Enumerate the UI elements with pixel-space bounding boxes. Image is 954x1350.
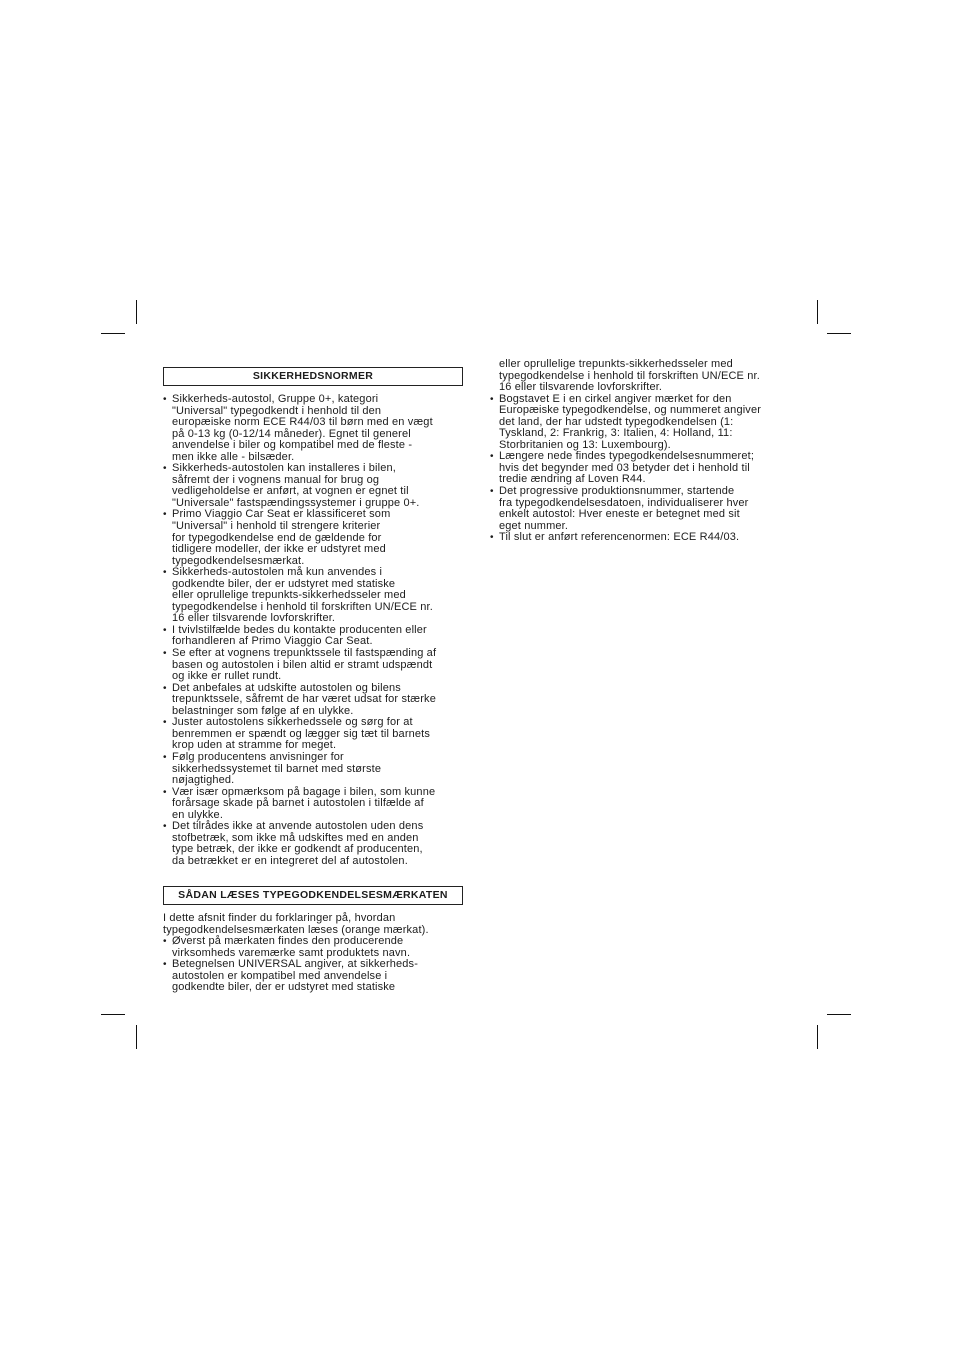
section-heading-label-reading: SÅDAN LÆSES TYPEGODKENDELSESMÆRKATEN bbox=[163, 886, 463, 905]
list-item bbox=[163, 394, 463, 463]
text-line: "Universal" i henhold til strengere kriterier bbox=[172, 520, 381, 533]
text-line: anvendelse i biler og kompatibel med de fleste - bbox=[172, 439, 413, 452]
bullet-icon: • bbox=[163, 567, 167, 579]
text-line: enkelt autostol: Hver eneste er betegnet med sit bbox=[499, 508, 740, 521]
text-line: vedligeholdelse er anført, at vognen er egnet til bbox=[172, 485, 409, 498]
list-item bbox=[163, 463, 463, 509]
text-line: nøjagtighed. bbox=[172, 774, 235, 787]
text-line: da betrækket er en integreret del af autostolen. bbox=[172, 854, 408, 867]
crop-mark-bottom-right-horizontal bbox=[827, 1014, 851, 1015]
text-line: godkendte biler, der er udstyret med statiske bbox=[172, 981, 396, 994]
text-line: virksomheds varemærke samt produktets navn. bbox=[172, 946, 411, 959]
text-line: tidligere modeller, der ikke er udstyret med bbox=[172, 543, 386, 556]
list-item bbox=[490, 532, 790, 544]
list-item bbox=[163, 567, 463, 625]
text-line: for typegodkendelse end de gældende for bbox=[172, 531, 382, 544]
list-item bbox=[163, 509, 463, 567]
text-line: basen og autostolen i bilen altid er stramt udspændt bbox=[172, 658, 433, 671]
crop-mark-bottom-right-vertical bbox=[817, 1025, 818, 1049]
list-item bbox=[490, 451, 790, 486]
list-item bbox=[163, 787, 463, 822]
section-heading-safety-standards: SIKKERHEDSNORMER bbox=[163, 367, 463, 386]
text-line: Sikkerheds-autostol, Gruppe 0+, kategori bbox=[172, 393, 379, 405]
list-item bbox=[163, 936, 463, 959]
text-line: Betegnelsen UNIVERSAL angiver, at sikkerheds- bbox=[172, 958, 419, 971]
bullet-icon: • bbox=[490, 532, 494, 544]
text-line: Europæiske typegodkendelse, og nummeret angiver bbox=[499, 404, 762, 417]
text-line: stofbetræk, som ikke må udskiftes med en anden bbox=[172, 831, 419, 844]
text-line: Det anbefales at udskifte autostolen og bilens bbox=[172, 681, 401, 694]
bullet-icon: • bbox=[163, 509, 167, 521]
bullet-icon: • bbox=[163, 786, 167, 798]
list-item bbox=[163, 683, 463, 718]
text-line: Til slut er anført referencenormen: ECE R44/03. bbox=[499, 531, 740, 544]
text-line: typegodkendelse i henhold til forskriften UN/ECE nr. bbox=[172, 600, 433, 613]
text-line: "Universale" fastspændingssystemer i gruppe 0+. bbox=[172, 496, 420, 509]
bullet-icon: • bbox=[163, 959, 167, 971]
text-line: Sikkerheds-autostolen kan installeres i bilen, bbox=[172, 462, 396, 475]
bullet-icon: • bbox=[163, 717, 167, 729]
text-line: benremmen er spændt og lægger sig tæt til barnets bbox=[172, 727, 431, 740]
text-line: godkendte biler, der er udstyret med statiske bbox=[172, 577, 396, 590]
label-reading-list bbox=[163, 913, 463, 994]
crop-mark-bottom-left-horizontal bbox=[101, 1014, 125, 1015]
bullet-icon: • bbox=[163, 648, 167, 660]
text-line: hvis det begynder med 03 betyder det i henhold til bbox=[499, 461, 750, 474]
text-line: Følg producentens anvisninger for bbox=[172, 750, 344, 763]
text-line: tredie ændring af Loven R44. bbox=[499, 473, 646, 486]
text-line: 16 eller tilsvarende lovforskrifter. bbox=[172, 612, 336, 625]
right-column-list bbox=[490, 359, 790, 544]
text-line: Længere nede findes typegodkendelsesnummeret; bbox=[499, 450, 755, 463]
text-line: belastninger som følge af en ulykke. bbox=[172, 704, 354, 717]
bullet-icon: • bbox=[163, 624, 167, 636]
text-line: autostolen er kompatibel med anvendelse i bbox=[172, 969, 388, 982]
text-line: Øverst på mærkaten findes den producerende bbox=[172, 935, 404, 948]
bullet-icon: • bbox=[163, 682, 167, 694]
text-line: krop uden at stramme for meget. bbox=[172, 739, 337, 752]
text-line: Det progressive produktionsnummer, startende bbox=[499, 485, 735, 498]
continuation-line: 16 eller tilsvarende lovforskrifter. bbox=[499, 381, 663, 394]
crop-mark-top-left-vertical bbox=[136, 300, 137, 324]
text-line: og ikke er rullet rundt. bbox=[172, 670, 282, 683]
list-item bbox=[163, 821, 463, 867]
bullet-icon: • bbox=[163, 936, 167, 948]
text-line: fra typegodkendelsesdatoen, individualiserer hver bbox=[499, 496, 749, 509]
text-line: "Universal" typegodkendt i henhold til den bbox=[172, 404, 382, 417]
list-item bbox=[163, 752, 463, 787]
bullet-icon: • bbox=[490, 486, 494, 498]
bullet-icon: • bbox=[163, 394, 167, 405]
list-item bbox=[163, 648, 463, 683]
text-line: eget nummer. bbox=[499, 519, 569, 532]
text-line: typegodkendelsesmærkat. bbox=[172, 554, 305, 567]
list-item bbox=[490, 486, 790, 532]
text-line: det land, der har udstedt typegodkendelsen (1: bbox=[499, 415, 734, 428]
text-line: I tvivlstilfælde bedes du kontakte producenten eller bbox=[172, 623, 427, 636]
text-line: type betræk, der ikke er godkendt af producenten, bbox=[172, 843, 423, 856]
text-line: trepunktssele, såfremt de har været udsat for stærke bbox=[172, 693, 436, 706]
text-line: Se efter at vognens trepunktssele til fastspænding af bbox=[172, 647, 437, 660]
crop-mark-top-right-horizontal bbox=[827, 333, 851, 334]
bullet-icon: • bbox=[163, 463, 167, 475]
list-item bbox=[490, 394, 790, 452]
crop-mark-bottom-left-vertical bbox=[136, 1025, 137, 1049]
text-line: Bogstavet E i en cirkel angiver mærket for den bbox=[499, 392, 732, 405]
intro-line: I dette afsnit finder du forklaringer på, hvordan bbox=[163, 912, 396, 924]
text-line: Det tilrådes ikke at anvende autostolen uden dens bbox=[172, 820, 424, 833]
text-line: forårsage skade på barnet i autostolen i tilfælde af bbox=[172, 797, 424, 810]
text-line: Vær især opmærksom på bagage i bilen, som kunne bbox=[172, 785, 436, 798]
text-line: på 0-13 kg (0-12/14 måneder). Egnet til generel bbox=[172, 427, 411, 440]
intro-line: typegodkendelsesmærkaten læses (orange mærkat). bbox=[163, 923, 429, 936]
bullet-icon: • bbox=[490, 393, 494, 405]
text-line: sikkerhedssystemet til barnet med største bbox=[172, 762, 382, 775]
bullet-icon: • bbox=[490, 451, 494, 463]
safety-standards-list bbox=[163, 394, 463, 867]
continuation-line: typegodkendelse i henhold til forskriften UN/ECE nr. bbox=[499, 369, 760, 382]
text-line: Juster autostolens sikkerhedssele og sørg for at bbox=[172, 716, 413, 729]
text-line: en ulykke. bbox=[172, 808, 224, 821]
text-line: Storbritanien og 13: Luxembourg). bbox=[499, 438, 671, 451]
continuation-line: eller oprullelige trepunkts-sikkerhedsseler med bbox=[499, 358, 733, 370]
text-line: Primo Viaggio Car Seat er klassificeret som bbox=[172, 508, 391, 521]
text-line: Sikkerheds-autostolen må kun anvendes i bbox=[172, 566, 383, 579]
list-item bbox=[163, 717, 463, 752]
bullet-icon: • bbox=[163, 821, 167, 833]
text-line: men ikke alle - bilsæder. bbox=[172, 450, 295, 463]
text-line: Tyskland, 2: Frankrig, 3: Italien, 4: Holland, 11: bbox=[499, 427, 733, 440]
list-item bbox=[163, 625, 463, 648]
crop-mark-top-left-horizontal bbox=[101, 333, 125, 334]
text-line: eller oprullelige trepunkts-sikkerhedsseler med bbox=[172, 589, 406, 602]
text-line: europæiske norm ECE R44/03 til børn med en vægt bbox=[172, 416, 433, 429]
crop-mark-top-right-vertical bbox=[817, 300, 818, 324]
bullet-icon: • bbox=[163, 751, 167, 763]
text-line: såfremt der i vognens manual for brug og bbox=[172, 473, 380, 486]
text-line: forhandleren af Primo Viaggio Car Seat. bbox=[172, 635, 373, 648]
list-item bbox=[163, 959, 463, 994]
